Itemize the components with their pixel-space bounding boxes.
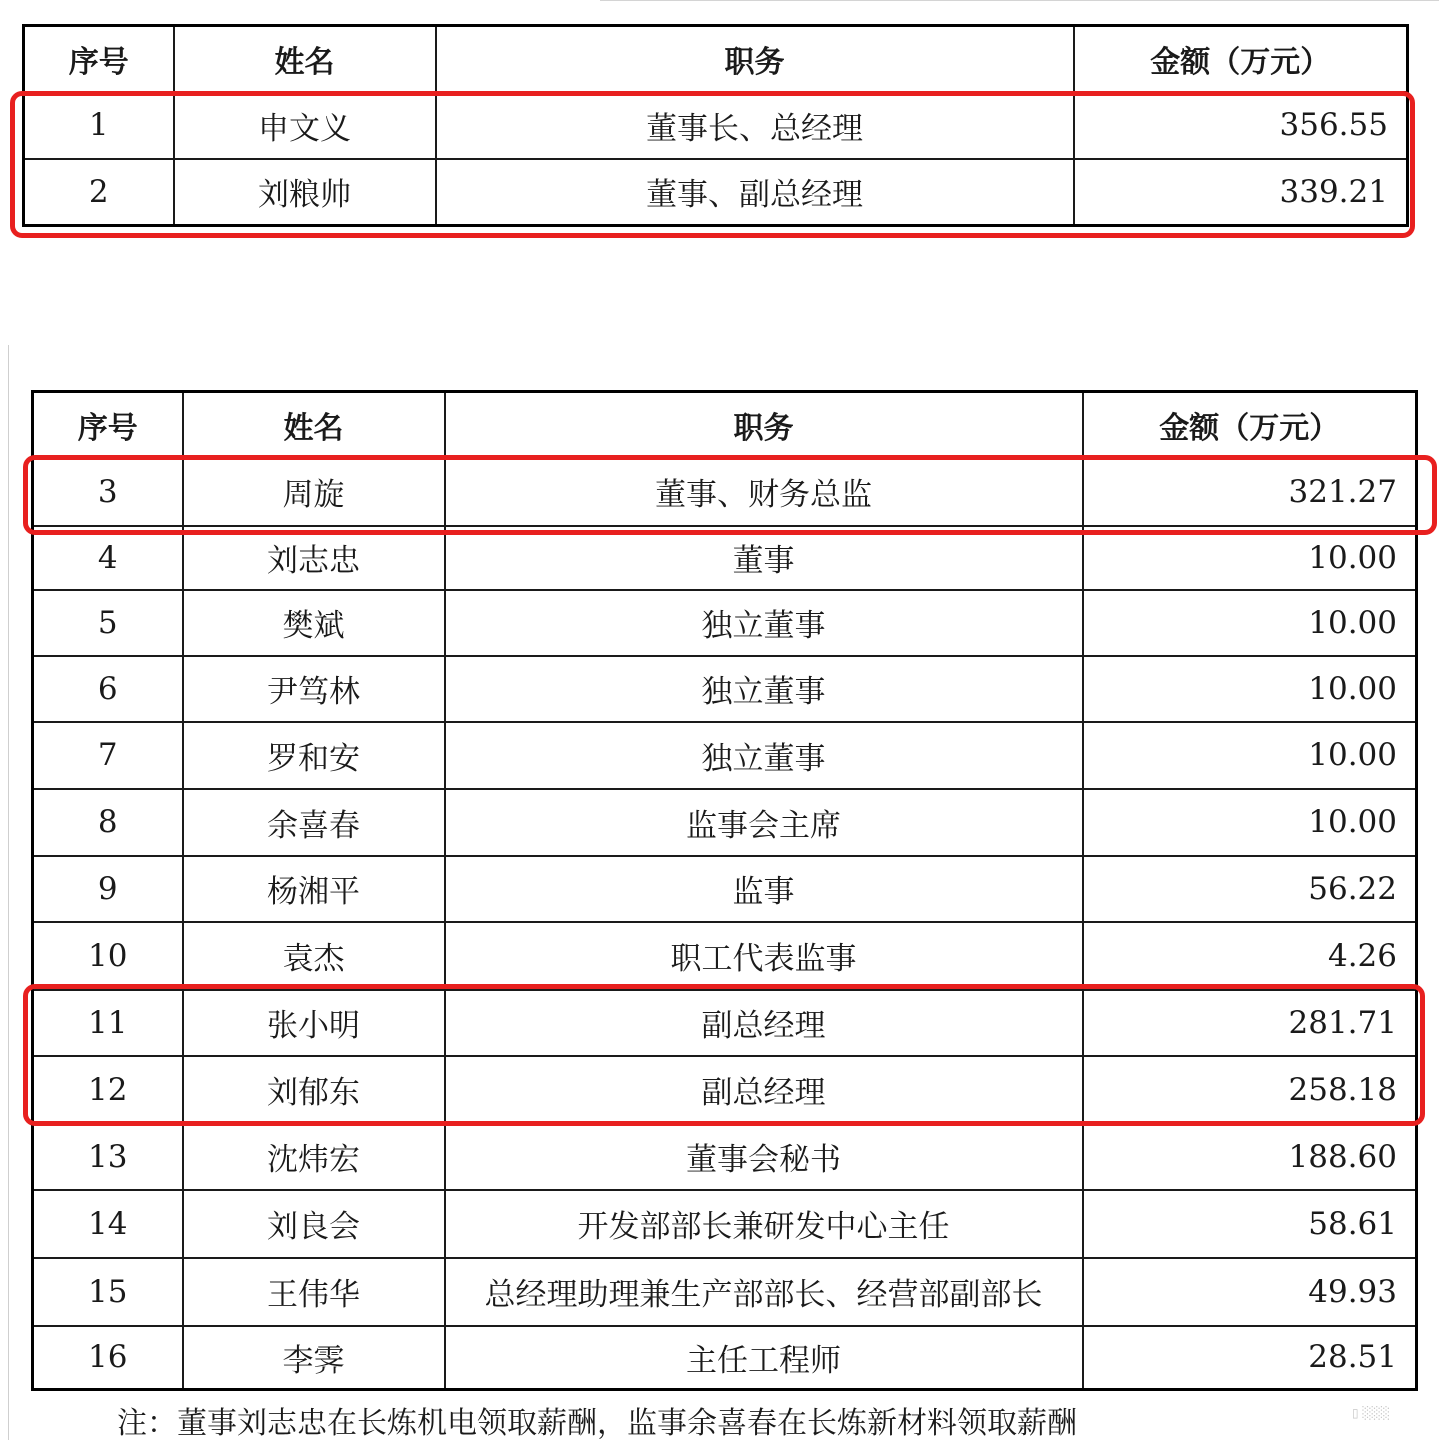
cell-name: 罗和安 bbox=[183, 722, 445, 789]
cell-name: 刘郁东 bbox=[183, 1056, 445, 1124]
table-row bbox=[33, 590, 1417, 656]
cell-amount: 188.60 bbox=[1083, 1124, 1417, 1190]
cell-name: 杨湘平 bbox=[183, 856, 445, 922]
cell-amount: 10.00 bbox=[1083, 656, 1417, 722]
cell-seq: 16 bbox=[33, 1326, 183, 1390]
cell-name: 沈炜宏 bbox=[183, 1124, 445, 1190]
cell-name: 张小明 bbox=[183, 990, 445, 1056]
cell-position: 董事 bbox=[445, 526, 1083, 590]
cell-amount: 258.18 bbox=[1083, 1056, 1417, 1124]
cell-name: 余喜春 bbox=[183, 789, 445, 856]
cell-name: 刘粮帅 bbox=[174, 159, 436, 226]
cell-seq: 11 bbox=[33, 990, 183, 1056]
table-row bbox=[33, 656, 1417, 722]
cell-position: 副总经理 bbox=[445, 990, 1083, 1056]
table-row bbox=[33, 722, 1417, 789]
cell-name: 樊斌 bbox=[183, 590, 445, 656]
table-note: 注：董事刘志忠在长炼机电领取薪酬，监事余喜春在长炼新材料领取薪酬 bbox=[117, 1406, 1077, 1441]
cell-position: 董事、财务总监 bbox=[445, 458, 1083, 526]
watermark-logo: ▯ ░░░ bbox=[1352, 1406, 1391, 1420]
cell-position: 监事会主席 bbox=[445, 789, 1083, 856]
table-row bbox=[24, 159, 1408, 226]
cell-amount: 339.21 bbox=[1074, 159, 1408, 226]
cell-seq: 13 bbox=[33, 1124, 183, 1190]
table-row bbox=[33, 1258, 1417, 1326]
header-amount: 金额（万元） bbox=[1083, 392, 1417, 458]
cell-seq: 5 bbox=[33, 590, 183, 656]
cell-position: 董事、副总经理 bbox=[436, 159, 1074, 226]
table-row bbox=[33, 789, 1417, 856]
cell-amount: 28.51 bbox=[1083, 1326, 1417, 1390]
cell-amount: 281.71 bbox=[1083, 990, 1417, 1056]
cell-name: 尹笃林 bbox=[183, 656, 445, 722]
table-row bbox=[33, 1056, 1417, 1124]
cell-position: 监事 bbox=[445, 856, 1083, 922]
cell-name: 刘志忠 bbox=[183, 526, 445, 590]
header-name: 姓名 bbox=[174, 26, 436, 92]
table-row bbox=[33, 526, 1417, 590]
compensation-table-top bbox=[22, 24, 1409, 227]
compensation-table-bottom bbox=[31, 390, 1418, 1391]
cell-seq: 8 bbox=[33, 789, 183, 856]
table-row bbox=[33, 458, 1417, 526]
header-position: 职务 bbox=[436, 26, 1074, 92]
cell-seq: 6 bbox=[33, 656, 183, 722]
cell-position: 独立董事 bbox=[445, 722, 1083, 789]
table-row bbox=[33, 1326, 1417, 1390]
table-row bbox=[24, 92, 1408, 159]
table-row bbox=[33, 990, 1417, 1056]
cell-amount: 10.00 bbox=[1083, 789, 1417, 856]
cell-name: 袁杰 bbox=[183, 922, 445, 990]
cell-seq: 9 bbox=[33, 856, 183, 922]
cell-position: 副总经理 bbox=[445, 1056, 1083, 1124]
cell-amount: 4.26 bbox=[1083, 922, 1417, 990]
cell-name: 李霁 bbox=[183, 1326, 445, 1390]
cell-name: 王伟华 bbox=[183, 1258, 445, 1326]
cell-amount: 10.00 bbox=[1083, 526, 1417, 590]
table-row bbox=[33, 922, 1417, 990]
cell-amount: 356.55 bbox=[1074, 92, 1408, 159]
cell-amount: 58.61 bbox=[1083, 1190, 1417, 1258]
cell-name: 申文义 bbox=[174, 92, 436, 159]
cell-seq: 3 bbox=[33, 458, 183, 526]
cell-seq: 10 bbox=[33, 922, 183, 990]
header-position: 职务 bbox=[445, 392, 1083, 458]
cell-amount: 56.22 bbox=[1083, 856, 1417, 922]
table-header-row bbox=[33, 392, 1417, 458]
table-row bbox=[33, 856, 1417, 922]
cell-seq: 2 bbox=[24, 159, 174, 226]
cell-position: 开发部部长兼研发中心主任 bbox=[445, 1190, 1083, 1258]
table-row bbox=[33, 1190, 1417, 1258]
header-seq: 序号 bbox=[24, 26, 174, 92]
cell-amount: 321.27 bbox=[1083, 458, 1417, 526]
cell-amount: 10.00 bbox=[1083, 722, 1417, 789]
cell-position: 董事会秘书 bbox=[445, 1124, 1083, 1190]
cell-seq: 12 bbox=[33, 1056, 183, 1124]
cell-amount: 10.00 bbox=[1083, 590, 1417, 656]
page-edge bbox=[600, 0, 1439, 15]
cell-seq: 7 bbox=[33, 722, 183, 789]
cell-position: 独立董事 bbox=[445, 656, 1083, 722]
page-edge bbox=[8, 345, 9, 1440]
cell-name: 刘良会 bbox=[183, 1190, 445, 1258]
table-header-row bbox=[24, 26, 1408, 92]
cell-seq: 15 bbox=[33, 1258, 183, 1326]
cell-position: 董事长、总经理 bbox=[436, 92, 1074, 159]
cell-position: 独立董事 bbox=[445, 590, 1083, 656]
header-amount: 金额（万元） bbox=[1074, 26, 1408, 92]
header-seq: 序号 bbox=[33, 392, 183, 458]
cell-position: 总经理助理兼生产部部长、经营部副部长 bbox=[445, 1258, 1083, 1326]
header-name: 姓名 bbox=[183, 392, 445, 458]
cell-amount: 49.93 bbox=[1083, 1258, 1417, 1326]
cell-seq: 4 bbox=[33, 526, 183, 590]
cell-name: 周旋 bbox=[183, 458, 445, 526]
cell-position: 主任工程师 bbox=[445, 1326, 1083, 1390]
cell-seq: 1 bbox=[24, 92, 174, 159]
cell-position: 职工代表监事 bbox=[445, 922, 1083, 990]
table-row bbox=[33, 1124, 1417, 1190]
cell-seq: 14 bbox=[33, 1190, 183, 1258]
